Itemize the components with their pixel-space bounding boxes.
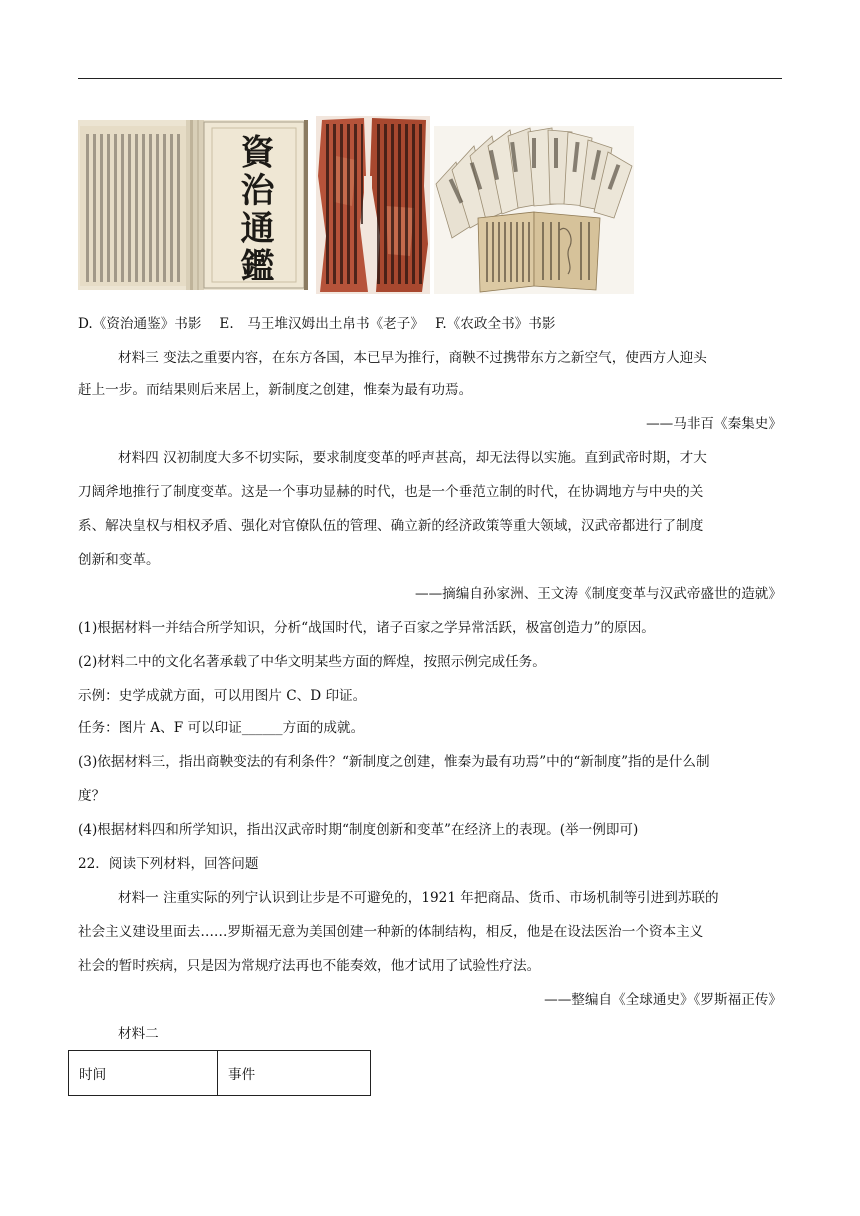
header-rule [78, 78, 782, 79]
question-2: (2)材料二中的文化名著承载了中华文明某些方面的辉煌，按照示例完成任务。 [78, 654, 546, 670]
material2-table [68, 1050, 371, 1096]
material4-line2: 刀阔斧地推行了制度变革。这是一个事功显赫的时代，也是一个垂范立制的时代，在协调地方与中央的关 [78, 484, 704, 500]
image-captions: D.《资治通鉴》书影 E. 马王堆汉姆出土帛书《老子》 F.《农政全书》书影 [78, 316, 556, 332]
material3-line1: 材料三 变法之重要内容，在东方各国，本已早为推行，商鞅不过携带东方之新空气，使西方人迎头 [118, 350, 707, 366]
material4-line3: 系、解决皇权与相权矛盾、强化对官僚队伍的管理、确立新的经济政策等重大领域，汉武帝都进行了制度 [78, 518, 704, 534]
table-header-row [69, 1051, 371, 1096]
question-2-task: 任务：图片 A、F 可以印证______方面的成就。 [78, 720, 365, 736]
material4-line4: 创新和变革。 [78, 552, 160, 568]
question-2-example: 示例：史学成就方面，可以用图片 C、D 印证。 [78, 688, 367, 704]
table-header-time: 时间 [69, 1051, 218, 1096]
q22-material1-line2: 社会主义建设里面去……罗斯福无意为美国创建一种新的体制结构，相反，他是在设法医治一个资本主义 [78, 924, 704, 940]
q22-material1-source: ——整编自《全球通史》《罗斯福正传》 [544, 992, 782, 1008]
zizhi-tongjian-image [78, 120, 308, 290]
table-header-event: 事件 [218, 1051, 371, 1096]
question-4: (4)根据材料四和所学知识，指出汉武帝时期“制度创新和变革”在经济上的表现。(举一例即可) [78, 822, 639, 838]
q22-material1-line1: 材料一 注重实际的列宁认识到让步是不可避免的，1921 年把商品、货币、市场机制等引进到苏联的 [118, 890, 719, 906]
material3-line2: 赶上一步。而结果则后来居上，新制度之创建，惟秦为最有功焉。 [78, 382, 473, 398]
silk-manuscript-image [316, 116, 430, 294]
material4-source: ——摘编自孙家洲、王文涛《制度变革与汉武帝盛世的造就》 [414, 586, 782, 602]
question-22-heading: 22．阅读下列材料，回答问题 [78, 856, 259, 872]
material3-source: ——马非百《秦集史》 [646, 416, 782, 432]
question-1: (1)根据材料一并结合所学知识，分析“战国时代，诸子百家之学异常活跃，极富创造力”的原因。 [78, 620, 655, 636]
q22-material1-line3: 社会的暂时疾病，只是因为常规疗法再也不能奏效，他才试用了试验性疗法。 [78, 958, 541, 974]
q22-material2-label: 材料二 [118, 1026, 159, 1042]
zizhi-tongjian-title: 資治通鑑 [234, 134, 274, 286]
nongzheng-quanshu-image [434, 126, 634, 294]
question-3-line1: (3)依据材料三，指出商鞅变法的有利条件？“新制度之创建，惟秦为最有功焉”中的“新制度”指的是什么制 [78, 754, 710, 770]
material4-line1: 材料四 汉初制度大多不切实际，要求制度变革的呼声甚高，却无法得以实施。直到武帝时期，才大 [118, 450, 707, 466]
silk-manuscript-drawing [316, 116, 430, 294]
nongzheng-quanshu-drawing [434, 126, 634, 294]
question-3-line2: 度？ [78, 788, 106, 804]
